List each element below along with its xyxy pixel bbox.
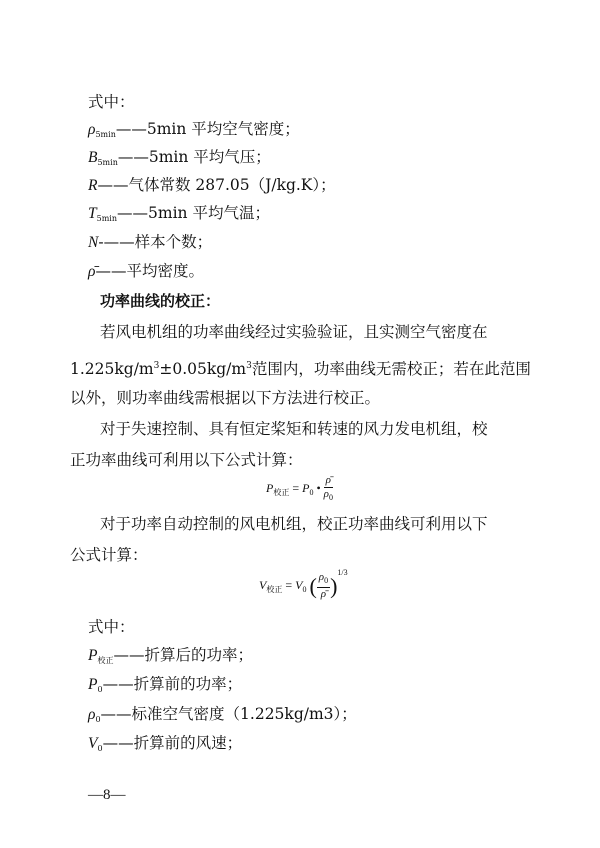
formula1-fraction: $\frac{\rhō}{\rho_0}$ xyxy=(323,474,333,502)
symbol-b5min: $B_{5min}——5\min$ 平均气压； xyxy=(88,148,271,167)
formula-wind-speed-correction: $V_{校正} = V_0$ ( $\frac{\rho_0}{\rhō}$ )$^{1/3}$ xyxy=(259,568,348,601)
symbol-n: N-——样本个数； xyxy=(88,233,213,251)
para1-line1: 若风电机组的功率曲线经过实验验证，且实测空气密度在 xyxy=(100,323,488,341)
formula2-fraction: $\frac{\rho_0}{\rhō}$ xyxy=(318,571,329,601)
para1-line2: $1.225kg/m^3\pm 0.05kg/m^3$范围内，功率曲线无需校正；若在此范围 xyxy=(70,360,531,378)
where-label-1: 式中： xyxy=(88,93,135,111)
formula-power-correction: $P_{校正} = P_0$ • $\frac{\rhō}{\rho_0}$ xyxy=(266,474,333,502)
page-number: —8— xyxy=(88,787,126,803)
para3-line2: 公式计算： xyxy=(70,546,148,564)
para2-line2: 正功率曲线可利用以下公式计算： xyxy=(70,451,303,469)
symbol-r: R——气体常数 287.05（J/kg.K）； xyxy=(88,176,336,194)
section-heading: 功率曲线的校正： xyxy=(100,292,221,310)
def-p0: $P_0——$折算前的功率； xyxy=(88,675,243,694)
para2-line1: 对于失速控制、具有恒定桨矩和转速的风力发电机组，校 xyxy=(100,420,488,438)
def-rho0: $\rho_0——$标准空气密度（1.225kg/m3）； xyxy=(88,705,357,724)
symbol-rho5min: $\rho_{5min}——5\min$ 平均空气密度； xyxy=(88,120,300,139)
symbol-t5min: $T_{5min}——5\min$ 平均气温； xyxy=(88,204,270,223)
def-p-corrected: $P_{校正}——$折算后的功率； xyxy=(88,646,253,665)
def-v0: $V_0——$折算前的风速； xyxy=(88,734,243,753)
para1-line3: 以外，则功率曲线需根据以下方法进行校正。 xyxy=(70,389,381,407)
para3-line1: 对于功率自动控制的风电机组，校正功率曲线可利用以下 xyxy=(100,515,488,533)
where-label-2: 式中： xyxy=(88,618,135,636)
symbol-rho-bar: ρ̄——平均密度。 xyxy=(88,262,204,280)
